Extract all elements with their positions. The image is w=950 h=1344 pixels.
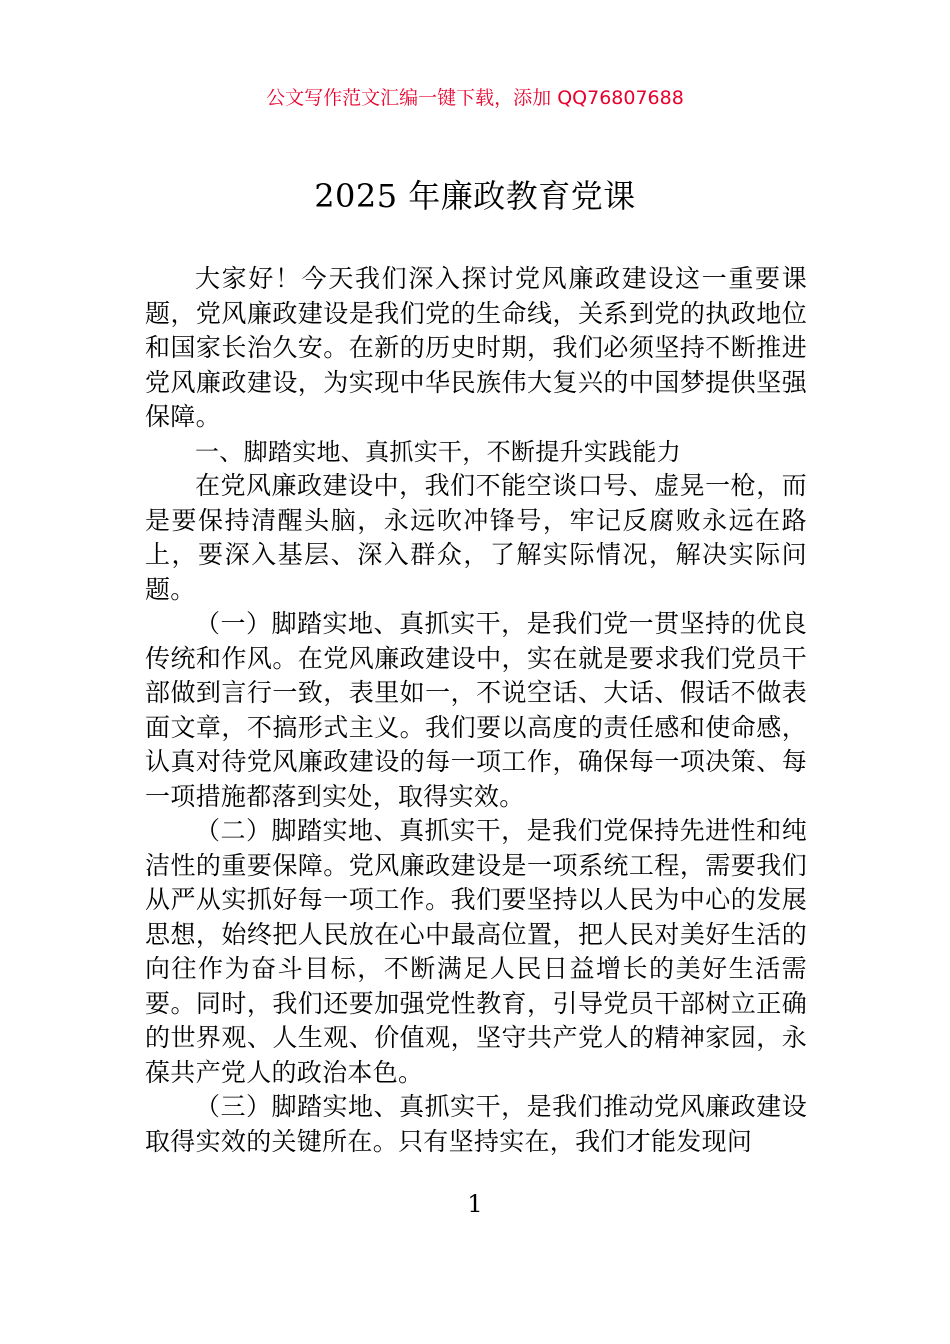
paragraph-intro: 大家好！今天我们深入探讨党风廉政建设这一重要课题，党风廉政建设是我们党的生命线，关系到党的执政地位和国家长治久安。在新的历史时期，我们必须坚持不断推进党风廉政建设，为实现中华民族伟大复兴的中国梦提供坚强保障。 (145, 264, 807, 431)
section-heading-1: 一、脚踏实地、真抓实干，不断提升实践能力 (195, 437, 681, 466)
paragraph-subsection-3: （三）脚踏实地、真抓实干，是我们推动党风廉政建设取得实效的关键所在。只有坚持实在，我们才能发现问 (145, 1092, 807, 1156)
paragraph-subsection-2: （二）脚踏实地、真抓实干，是我们党保持先进性和纯洁性的重要保障。党风廉政建设是一项系统工程，需要我们从严从实抓好每一项工作。我们要坚持以人民为中心的发展思想，始终把人民放在心中最高位置，把人民对美好生活的向往作为奋斗目标，不断满足人民日益增长的美好生活需要。同时，我们还要加强党性教育，引导党员干部树立正确的世界观、人生观、价值观，坚守共产党人的精神家园，永葆共产党人的政治本色。 (145, 816, 807, 1087)
document-title: 2025 年廉政教育党课 (314, 177, 636, 215)
paragraph-section-1: 在党风廉政建设中，我们不能空谈口号、虚晃一枪，而是要保持清醒头脑，永远吹冲锋号，牢记反腐败永远在路上，要深入基层、深入群众，了解实际情况，解决实际问题。 (145, 471, 807, 604)
document-body (145, 262, 807, 1159)
page-number: 1 (467, 1190, 483, 1218)
header-banner: 公文写作范文汇编一键下载，添加 QQ76807688 (266, 87, 684, 109)
paragraph-subsection-1: （一）脚踏实地、真抓实干，是我们党一贯坚持的优良传统和作风。在党风廉政建设中，实在就是要求我们党员干部做到言行一致，表里如一，不说空话、大话、假话不做表面文章，不搞形式主义。我们要以高度的责任感和使命感，认真对待党风廉政建设的每一项工作，确保每一项决策、每一项措施都落到实处，取得实效。 (145, 609, 807, 811)
